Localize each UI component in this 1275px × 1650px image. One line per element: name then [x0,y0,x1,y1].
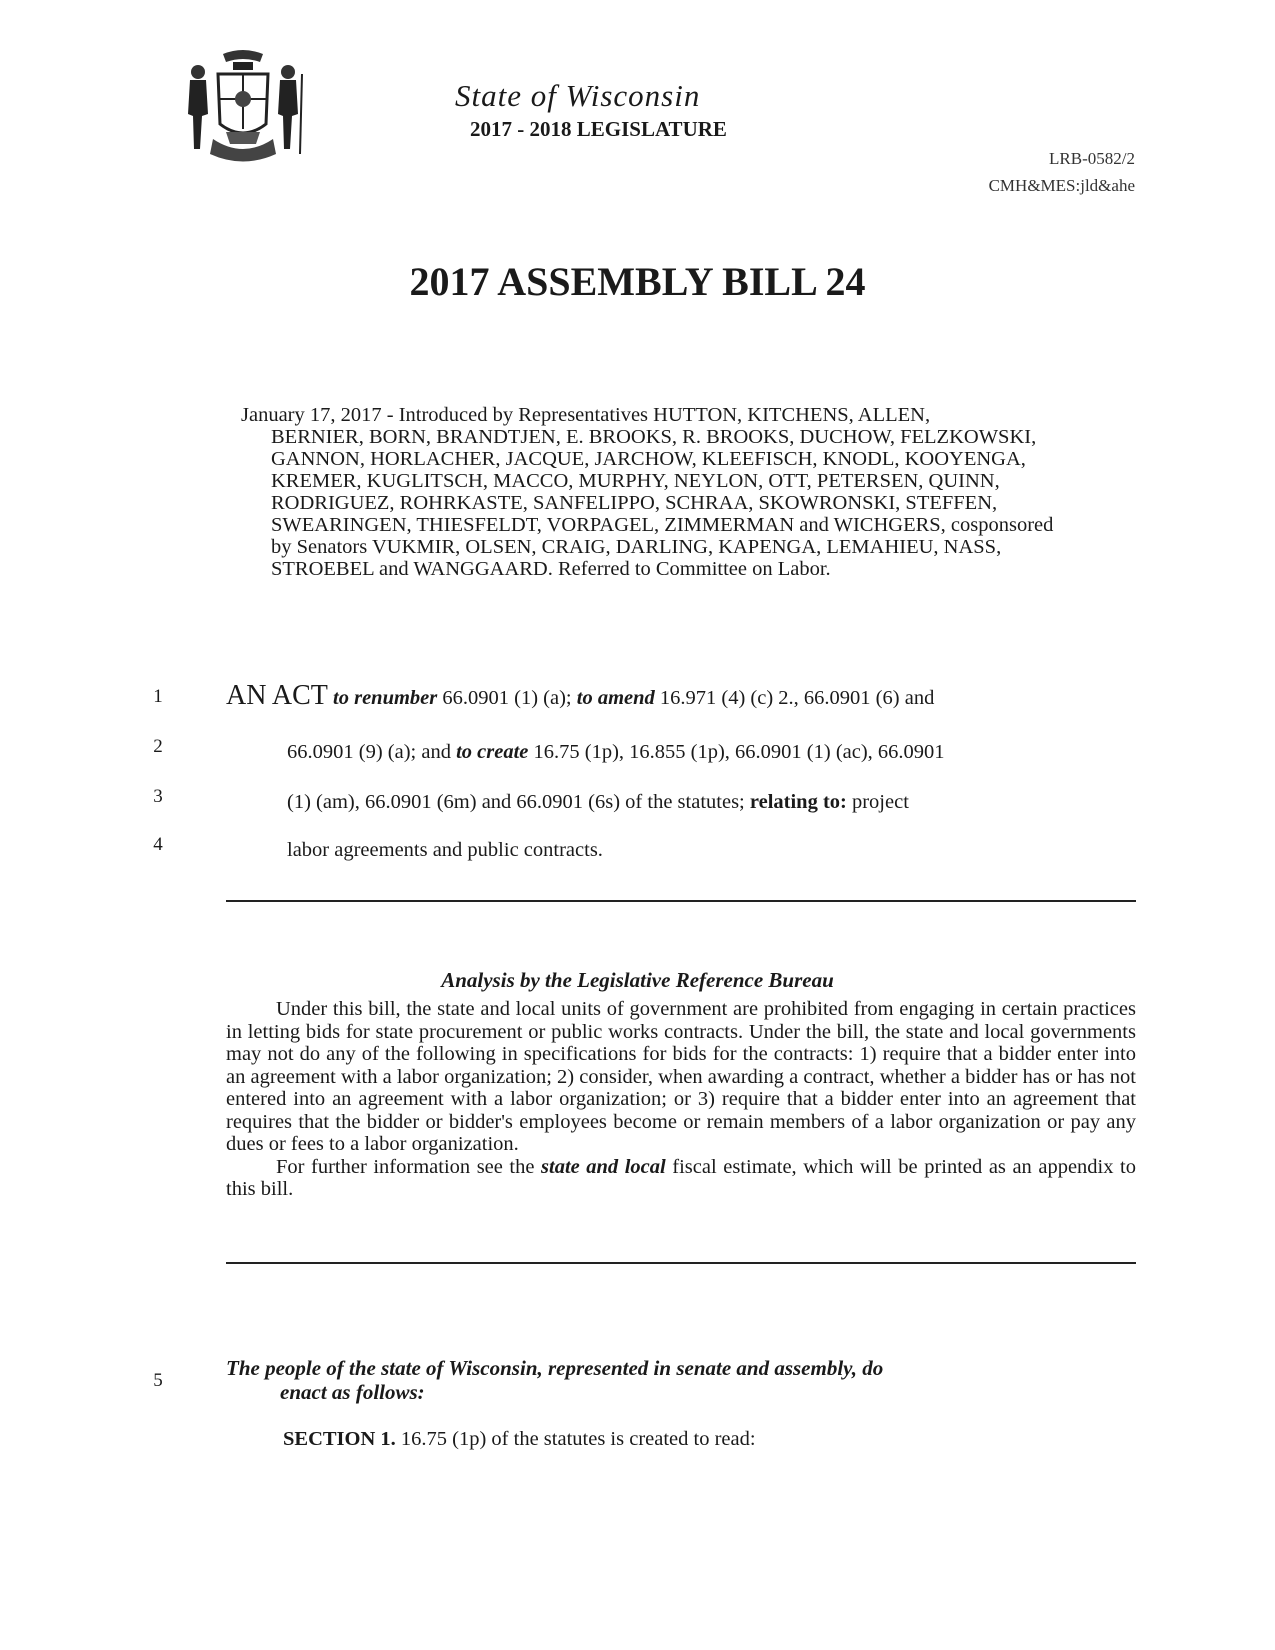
drafter-initials: CMH&MES:jld&ahe [988,176,1135,195]
act-line: 66.0901 (9) (a); and to create 16.75 (1p), 16.855 (1p), 66.0901 (1) (ac), 66.0901 [287,741,945,763]
act-line: AN ACT to renumber 66.0901 (1) (a); to amend 16.971 (4) (c) 2., 66.0901 (6) and [226,680,935,711]
introduction-block [241,404,1136,580]
act-line: (1) (am), 66.0901 (6m) and 66.0901 (6s) of the statutes; relating to: project [287,791,909,813]
legislature-session: 2017 - 2018 LEGISLATURE [470,117,727,141]
analysis-heading: Analysis by the Legislative Reference Bureau [441,968,834,992]
analysis-body [226,998,1136,1201]
line-number: 2 [153,736,163,757]
state-seal [178,44,308,174]
enacting-clause [226,1356,1136,1404]
enacting-line: enact as follows: [280,1380,425,1404]
act-line: labor agreements and public contracts. [287,839,603,861]
intro-line: January 17, 2017 - Introduced by Representatives HUTTON, KITCHENS, ALLEN, [241,404,931,426]
line-number: 5 [153,1370,163,1391]
line-number: 4 [153,834,163,855]
section-divider [226,900,1136,902]
intro-line: by Senators VUKMIR, OLSEN, CRAIG, DARLING, KAPENGA, LEMAHIEU, NASS, [271,536,1002,558]
analysis-emphasis: state and local [541,1155,666,1178]
section-1 [283,1428,756,1451]
line-number: 1 [153,686,163,707]
enacting-line: The people of the state of Wisconsin, represented in senate and assembly, do [226,1356,884,1380]
analysis-text: fiscal estimate, which will be printed as an appendix to this bill. [226,1155,1136,1200]
analysis-paragraph: Under this bill, the state and local units of government are prohibited from engaging in certain practices in letting bids for state procurement or public works contracts. Under the bill, the state and local governments may not do any of the following in specifications for bids for the contracts: 1) require that a bidder enter into an agreement with a labor organization; 2) consider, when awarding a contract, whether a bidder has or has not entered into an agreement with a labor organization; or 3) require that a bidder enter into an agreement that requires that the bidder or bidder's employees become or remain members of a labor organization or pay any dues or fees to a labor organization. [226,998,1136,1155]
analysis-paragraph [226,1156,1136,1201]
lrb-number: LRB-0582/2 [1049,149,1135,168]
act-verb: to create [456,741,529,763]
act-verb: to renumber [333,687,438,709]
section-label: SECTION 1. [283,1428,396,1450]
intro-line: KREMER, KUGLITSCH, MACCO, MURPHY, NEYLON, OTT, PETERSEN, QUINN, [271,470,1000,492]
section-text: 16.75 (1p) of the statutes is created to read: [400,1428,756,1450]
intro-line: SWEARINGEN, THIESFELDT, VORPAGEL, ZIMMERMAN and WICHGERS, cosponsored [271,514,1054,536]
analysis-text: For further information see the [276,1155,542,1178]
intro-line: GANNON, HORLACHER, JACQUE, JARCHOW, KLEEFISCH, KNODL, KOOYENGA, [271,448,1026,470]
intro-line: RODRIGUEZ, ROHRKASTE, SANFELIPPO, SCHRAA, SKOWRONSKI, STEFFEN, [271,492,998,514]
intro-line: BERNIER, BORN, BRANDTJEN, E. BROOKS, R. BROOKS, DUCHOW, FELZKOWSKI, [271,426,1037,448]
relating-to-label: relating to: [749,791,847,813]
act-heading: AN ACT [226,680,328,711]
intro-line: STROEBEL and WANGGAARD. Referred to Committee on Labor. [271,558,831,580]
lrb-reference [989,145,1135,199]
line-number: 3 [153,786,163,807]
section-divider [226,1262,1136,1264]
bill-title: 2017 ASSEMBLY BILL 24 [409,259,866,304]
act-verb: to amend [576,687,655,709]
state-name: State of Wisconsin [455,78,701,113]
